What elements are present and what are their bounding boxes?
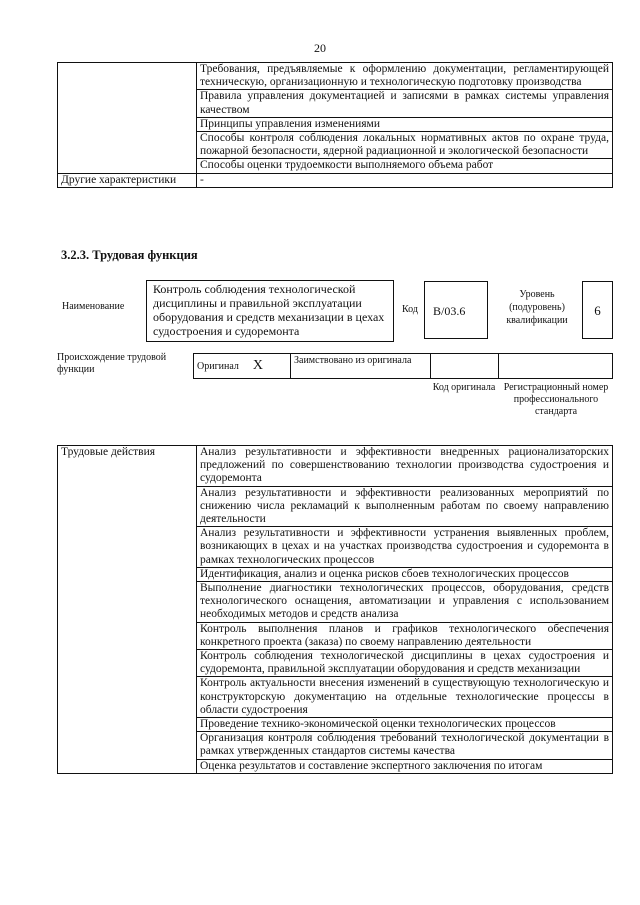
table-cell: Анализ результативности и эффективности внедренных рационализаторских предложений по совершенствованию технологии производства судостроения и судоремонта xyxy=(197,446,613,487)
table-row xyxy=(58,173,613,187)
table-cell: Контроль соблюдения технологической дисциплины в цехах судостроения и судоремонта, правильной эксплуатации оборудования и средств механизации xyxy=(197,650,613,677)
code-original-label: Код оригинала xyxy=(432,382,496,393)
origin-table xyxy=(193,353,613,379)
reg-number-cell xyxy=(499,354,613,379)
qualification-level-box: 6 xyxy=(582,281,613,339)
other-characteristics-value: - xyxy=(197,173,613,187)
code-label: Код xyxy=(402,304,418,315)
other-characteristics-label: Другие характеристики xyxy=(58,173,197,187)
table-cell: Оценка результатов и составление экспертного заключения по итогам xyxy=(197,759,613,773)
table-row xyxy=(58,446,613,487)
borrowed-label: Заимствовано из оригинала xyxy=(291,354,431,379)
qualification-level-label: Уровень (подуровень) квалификации xyxy=(506,289,568,326)
table-cell: Способы оценки трудоемкости выполняемого объема работ xyxy=(197,159,613,173)
table-row xyxy=(58,63,613,90)
code-original-cell xyxy=(431,354,499,379)
reg-number-label: Регистрационный номер профессионального стандарта xyxy=(503,382,609,417)
table-cell: Способы контроля соблюдения локальных нормативных актов по охране труда, пожарной безопасности, ядерной радиационной и экологической безопасности xyxy=(197,132,613,159)
table-cell: Контроль актуальности внесения изменений в существующую технологическую и конструкторскую документацию на отдельные технологические процессы в области судостроения xyxy=(197,677,613,718)
labor-actions-label: Трудовые действия xyxy=(58,446,197,774)
table-cell: Анализ результативности и эффективности реализованных мероприятий по снижению числа рекламаций к выполненным работам по своему направлению деятельности xyxy=(197,486,613,527)
knowledge-table xyxy=(57,62,613,188)
table-cell: Контроль выполнения планов и графиков технологического обеспечения конкретного проекта (заказа) по своему направлению деятельности xyxy=(197,622,613,649)
function-name-box: Контроль соблюдения технологической дисциплины и правильной эксплуатации оборудования и средств механизации в цехах судостроения и судоремонта xyxy=(146,280,394,342)
table-cell: Выполнение диагностики технологических процессов, оборудования, средств технологического оснащения, автоматизации и управления с использованием необходимых методов и средств анализа xyxy=(197,582,613,623)
table-cell: Организация контроля соблюдения требований технологической документации в рамках утвержденных стандартов системы качества xyxy=(197,732,613,759)
function-code-box: B/03.6 xyxy=(424,281,488,339)
origin-label: Происхождение трудовой функции xyxy=(57,352,167,375)
section-title: 3.2.3. Трудовая функция xyxy=(61,248,198,262)
page-number: 20 xyxy=(314,41,326,55)
table-row xyxy=(194,354,613,379)
original-mark: X xyxy=(252,358,264,373)
table-cell: Идентификация, анализ и оценка рисков сбоев технологических процессов xyxy=(197,567,613,581)
labor-actions-table xyxy=(57,445,613,774)
table-cell: Правила управления документацией и записями в рамках системы управления качеством xyxy=(197,90,613,117)
original-label: Оригинал xyxy=(197,361,239,372)
table-cell: Требования, предъявляемые к оформлению документации, регламентирующей техническую, организационную и технологическую подготовку производства xyxy=(197,63,613,90)
table-cell: Принципы управления изменениями xyxy=(197,117,613,131)
original-cell xyxy=(194,354,291,379)
table-cell: Проведение технико-экономической оценки технологических процессов xyxy=(197,718,613,732)
table-cell: Анализ результативности и эффективности устранения выявленных проблем, возникающих в цехах и на участках производства судостроения и судоремонта в рамках технологических процессов xyxy=(197,527,613,568)
name-label: Наименование xyxy=(62,301,125,312)
table-left-cell xyxy=(58,63,197,174)
